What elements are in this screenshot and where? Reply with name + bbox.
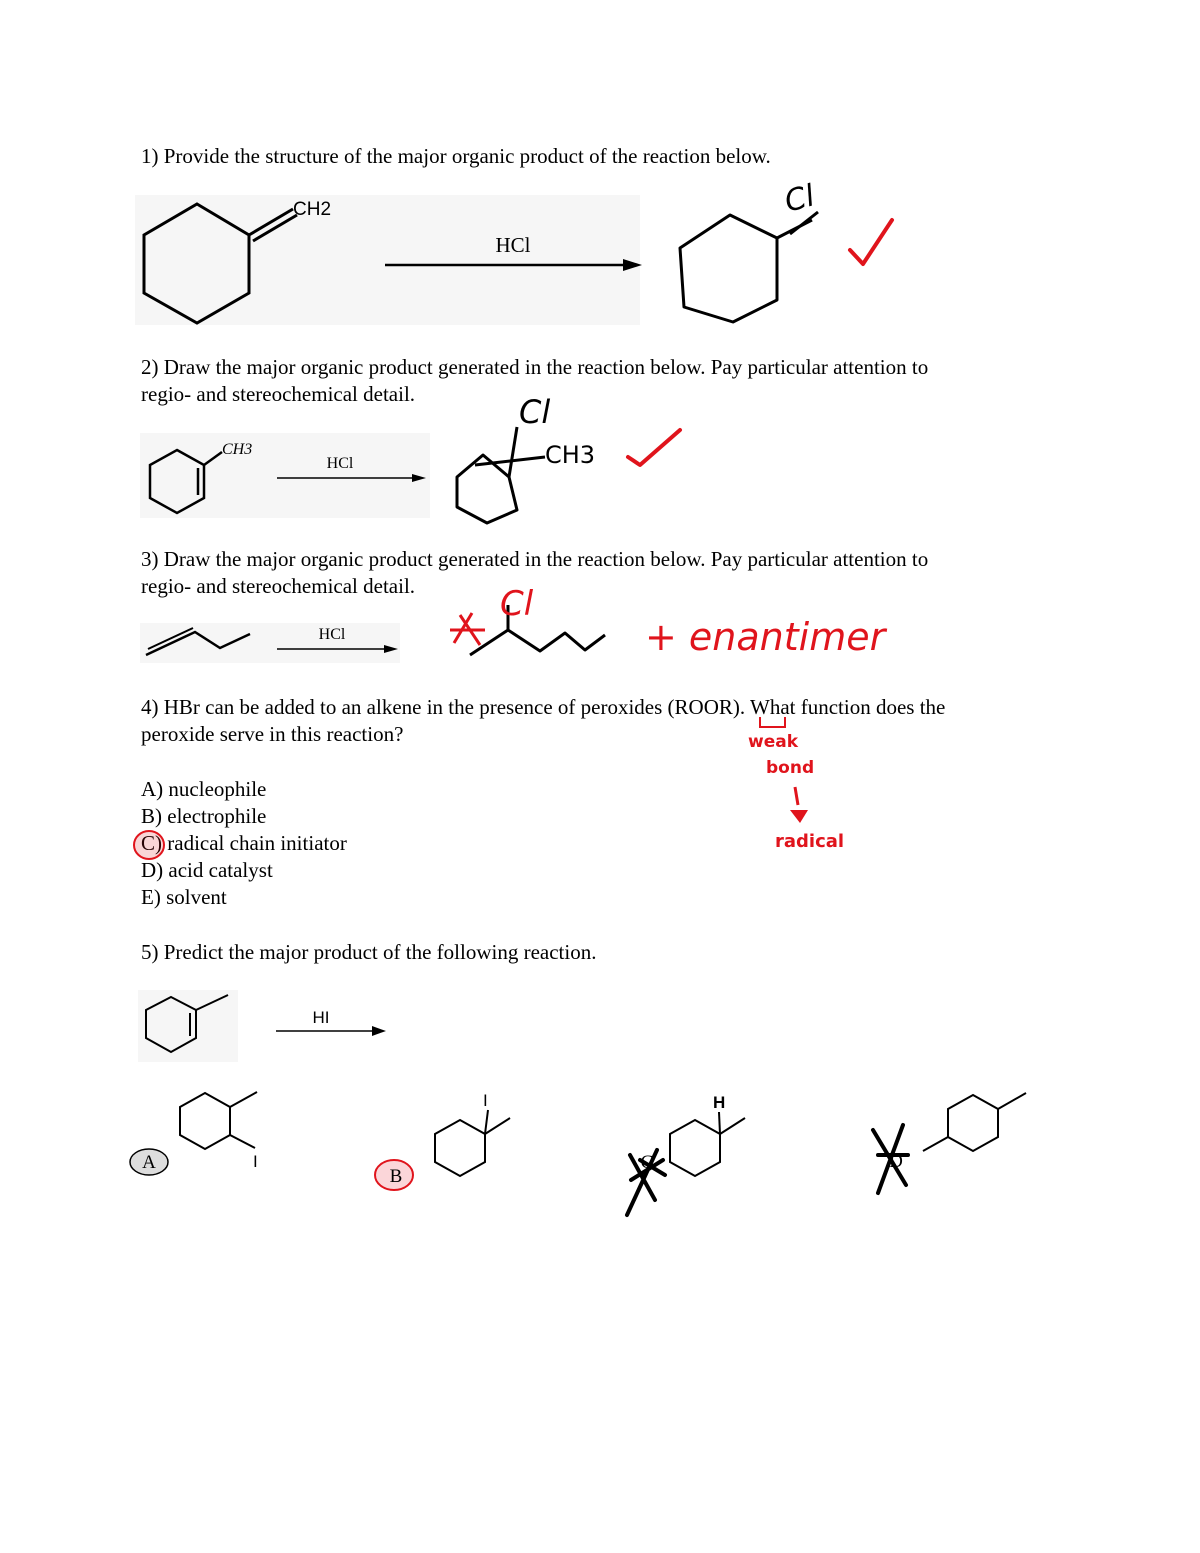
- q4-options: [141, 776, 347, 911]
- q4-option-a: A) nucleophile: [141, 777, 267, 801]
- q5-reaction-figure: [138, 990, 398, 1065]
- q4-note-radical: radical: [775, 831, 845, 852]
- q2-checkmark-icon: [628, 430, 680, 465]
- q5-choice-a-iodine: I: [253, 1152, 258, 1171]
- q4-option-d: D) acid catalyst: [141, 858, 273, 882]
- q4-arrow-down-icon: [790, 810, 808, 823]
- q4-handwritten-note: [740, 695, 880, 865]
- q5-reagent: HI: [312, 1008, 330, 1027]
- q2-line1: [141, 354, 928, 381]
- q3-text-line1: Draw the major organic product generated in the reaction below. Pay particular attention to: [163, 547, 929, 571]
- q3-enantiomer-note: + enantimer: [645, 615, 886, 659]
- q5-prompt: [141, 939, 596, 966]
- q1-checkmark-icon: [850, 220, 892, 264]
- q2-text-line2: regio- and stereochemical detail.: [141, 382, 416, 406]
- q2-handwritten-answer: [445, 395, 695, 525]
- q1-reagent: HCl: [495, 233, 531, 257]
- q5-choice-b-iodine: I: [483, 1091, 488, 1110]
- q4-note-bond: bond: [766, 758, 815, 778]
- q5-choice-d: [868, 1085, 1038, 1200]
- q2-text-line1: Draw the major organic product generated in the reaction below. Pay particular attention to: [163, 355, 929, 379]
- q4-option-e: E) solvent: [141, 885, 227, 909]
- q2-reagent: HCl: [326, 455, 354, 472]
- q5-choice-d-label: D: [889, 1151, 903, 1172]
- q3-text-line2: regio- and stereochemical detail.: [141, 574, 416, 598]
- q5-choice-c-label: C: [640, 1152, 654, 1173]
- q5-choice-a-label: A: [142, 1152, 156, 1173]
- q4-option-b: B) electrophile: [141, 804, 267, 828]
- q5-choice-c: [615, 1090, 775, 1220]
- q3-reagent: HCl: [318, 626, 346, 643]
- q4-note-weak: weak: [748, 732, 799, 752]
- q1-ch2-label: CH2: [293, 199, 332, 220]
- q5-text: Predict the major product of the following reaction.: [163, 940, 597, 964]
- q3-cl-label: Cl: [500, 584, 534, 624]
- q4-text-line2: peroxide serve in this reaction?: [141, 722, 404, 746]
- q5-choice-b-label: B: [389, 1166, 403, 1187]
- q2-cl-label: Cl: [519, 393, 551, 431]
- q1-reaction-figure: [135, 190, 645, 330]
- q4-number: 4): [141, 695, 159, 719]
- q4-text-line1: HBr can be added to an alkene in the presence of peroxides (ROOR). What function does the: [163, 695, 946, 719]
- q2-number: 2): [141, 355, 159, 379]
- q4-option-c: C) radical chain initiator: [141, 831, 347, 855]
- q3-reaction-figure: [140, 620, 405, 665]
- q3-handwritten-answer: [440, 585, 900, 665]
- q2-reaction-figure: [140, 430, 435, 520]
- q5-choice-a: [125, 1085, 275, 1185]
- q4-option-c-circle: [130, 828, 170, 862]
- q1-prompt: [141, 143, 771, 170]
- q1-cl-label: Cl: [781, 178, 819, 220]
- q5-choice-c-hydrogen: H: [713, 1093, 726, 1112]
- q5-choice-b: [370, 1090, 530, 1195]
- q2-ch3-label: CH3: [222, 441, 253, 458]
- q3-line1: [141, 546, 928, 573]
- q3-number: 3): [141, 547, 159, 571]
- q1-number: 1): [141, 144, 159, 168]
- q2-ch3-handwritten: CH3: [545, 441, 596, 469]
- q1-handwritten-answer: [670, 180, 910, 330]
- q5-number: 5): [141, 940, 159, 964]
- q1-text: Provide the structure of the major organic product of the reaction below.: [163, 144, 771, 168]
